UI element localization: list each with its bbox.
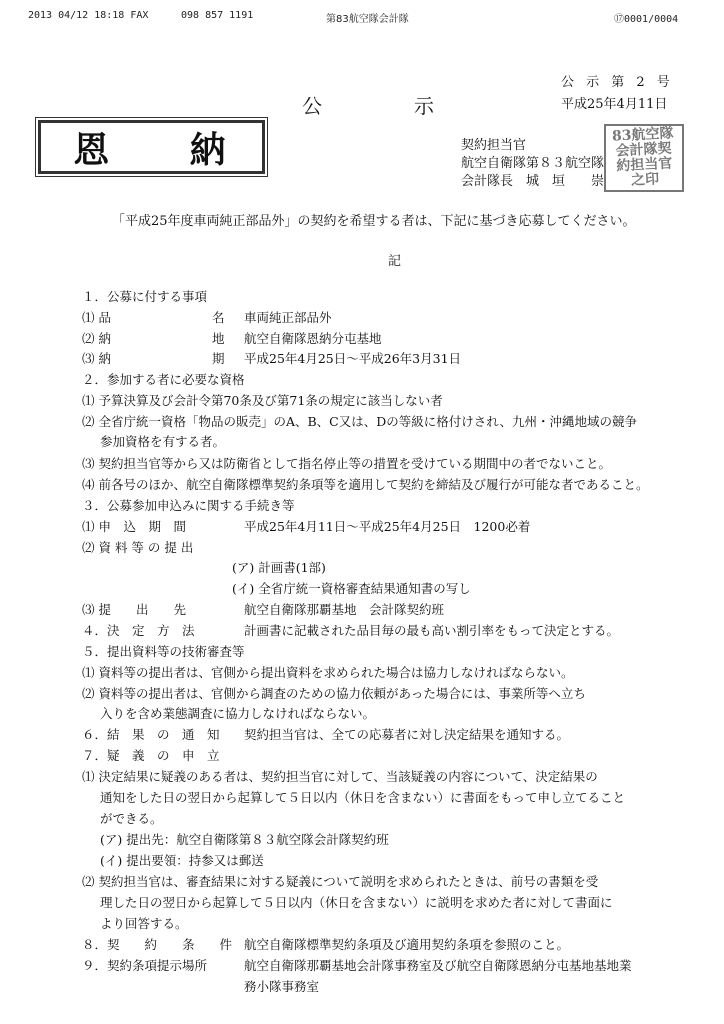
officer-org: 航空自衛隊第８３航空隊 bbox=[461, 156, 605, 171]
body-line: ⑷ 前各号のほか、航空自衛隊標準契約条項等を適用して契約を締結及び履行が可能な者であること。 bbox=[82, 477, 649, 492]
document-date: 平成25年4月11日 bbox=[561, 97, 668, 112]
body-line: ⑵ 資 料 等 の 提 出 bbox=[82, 540, 194, 555]
body-line: 平成25年4月25日～平成26年3月31日 bbox=[244, 351, 462, 366]
body-line: ⑴ 申 込 期 間 bbox=[82, 519, 186, 534]
body-line: 航空自衛隊標準契約条項及び適用契約条項を参照のこと。 bbox=[244, 937, 570, 952]
body-line: ２．参加する者に必要な資格 bbox=[82, 372, 245, 387]
body-line: 航空自衛隊恩納分屯基地 bbox=[244, 331, 382, 346]
body-line: (イ) 提出要領：持参又は郵送 bbox=[100, 853, 264, 868]
body-line: 計画書に記載された品目毎の最も高い割引率をもって決定とする。 bbox=[244, 623, 620, 638]
fax-sender: 第83航空隊会計隊 bbox=[326, 14, 409, 25]
officer-role: 契約担当官 bbox=[461, 138, 527, 153]
seal-text: 83航空隊会計隊契約担当官之印 bbox=[611, 125, 674, 189]
body-line: ７．疑 義 の 申 立 bbox=[82, 748, 220, 763]
page-title: 公 示 bbox=[302, 94, 470, 118]
body-line: ３．公募参加申込みに関する手続き等 bbox=[82, 498, 295, 513]
location-stamp: 恩 納 bbox=[38, 120, 265, 174]
body-line: ⑴ 予算決算及び会計令第70条及び第71条の規定に該当しない者 bbox=[82, 393, 443, 408]
body-line: ⑵ 契約担当官は、審査結果に対する疑義について説明を求められたときは、前号の書類を受 bbox=[82, 874, 599, 889]
body-line: ⑶ 納 bbox=[82, 351, 111, 366]
body-line: ⑴ 資料等の提出者は、官側から提出資料を求められた場合は協力しなければならない。 bbox=[82, 665, 574, 680]
body-line: 車両純正部品外 bbox=[244, 310, 332, 325]
body-line: 通知をした日の翌日から起算して５日以内（休日を含まない）に書面をもって申し立てること bbox=[100, 790, 626, 805]
body-line: ５．提出資料等の技術審査等 bbox=[82, 644, 245, 659]
body-line: (ア) 提出先：航空自衛隊第８３航空隊会計隊契約班 bbox=[100, 832, 389, 847]
officer-name: 会計隊長 城 垣 崇 bbox=[461, 174, 605, 189]
fax-number: 098 857 1191 bbox=[181, 10, 254, 21]
body-line: ４．決 定 方 法 bbox=[82, 623, 195, 638]
body-line: (ア) 計画書(1部) bbox=[232, 560, 326, 575]
body-line: 航空自衛隊那覇基地 会計隊契約班 bbox=[244, 602, 445, 617]
body-line: ⑴ 決定結果に疑義のある者は、契約担当官に対して、当該疑義の内容について、決定結果の bbox=[82, 769, 598, 784]
body-line: 参加資格を有する者。 bbox=[100, 434, 226, 449]
body-line: 務小隊事務室 bbox=[244, 979, 320, 994]
body-line: 地 bbox=[212, 331, 225, 346]
body-line: 航空自衛隊那覇基地会計隊事務室及び航空自衛隊恩納分屯基地基地業 bbox=[244, 958, 632, 973]
document-number: 公 示 第 2 号 bbox=[561, 75, 674, 90]
body-line: ９．契約条項提示場所 bbox=[82, 958, 208, 973]
body-line: 契約担当官は、全ての応募者に対し決定結果を通知する。 bbox=[244, 727, 570, 742]
body-line: 理した日の翌日から起算して５日以内（休日を含まない）に説明を求めた者に対して書面に bbox=[100, 895, 613, 910]
ki-heading: 記 bbox=[388, 254, 402, 269]
body-line: ⑶ 契約担当官等から又は防衛省として指名停止等の措置を受けている期間中の者でないこと。 bbox=[82, 456, 611, 471]
body-line: (イ) 全省庁統一資格審査結果通知書の写し bbox=[232, 581, 471, 596]
body-line: 入りを含め業態調査に協力しなければならない。 bbox=[100, 706, 376, 721]
body-line: ⑵ 資料等の提出者は、官側から調査のための協力依頼があった場合には、事業所等へ立ち bbox=[82, 686, 586, 701]
body-line: ６．結 果 の 通 知 bbox=[82, 727, 220, 742]
body-line: ⑶ 提 出 先 bbox=[82, 602, 186, 617]
body-line: ができる。 bbox=[100, 811, 163, 826]
intro-text: 「平成25年度車両純正部品外」の契約を希望する者は、下記に基づき応募してください。 bbox=[112, 214, 636, 229]
body-line: １．公募に付する事項 bbox=[82, 289, 208, 304]
body-line: ⑴ 品 bbox=[82, 310, 111, 325]
body-line: ⑵ 納 bbox=[82, 331, 111, 346]
body-line: より回答する。 bbox=[100, 916, 188, 931]
body-line: 期 bbox=[212, 351, 225, 366]
body-line: 平成25年4月11日～平成25年4月25日 1200必着 bbox=[244, 519, 531, 534]
fax-page: ⑰0001/0004 bbox=[614, 14, 679, 25]
body-line: ⑵ 全省庁統一資格「物品の販売」のA、B、C又は、Dの等級に格付けされ、九州・沖縄地域の競争 bbox=[82, 414, 638, 429]
fax-datetime: 2013 04/12 18:18 FAX bbox=[28, 10, 149, 21]
body-line: ８．契 約 条 件 bbox=[82, 937, 233, 952]
official-seal bbox=[604, 124, 684, 192]
body-line: 名 bbox=[212, 310, 225, 325]
